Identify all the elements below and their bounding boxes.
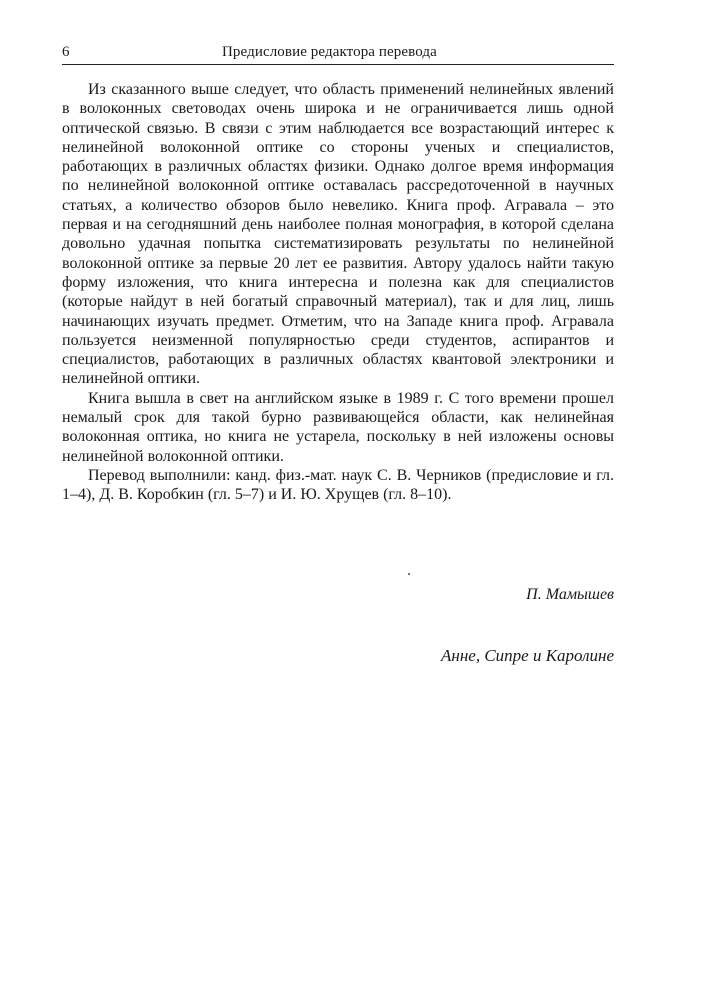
body-text [62, 80, 614, 505]
paragraph-publication: Книга вышла в свет на английском языке в 1989 г. С того времени прошел немалый срок для такой бурно развивающейся области, как нелинейная волоконная оптика, но книга не устарела, поскольку в ней изложены основы нелинейной волоконной оптики. [62, 389, 614, 465]
running-header [62, 42, 614, 65]
editor-signature: П. Мамышев [526, 586, 614, 603]
print-speck [408, 573, 410, 575]
page-number: 6 [62, 44, 70, 60]
running-title: Предисловие редактора перевода [222, 44, 437, 60]
paragraph-translators: Перевод выполнили: канд. физ.-мат. наук С. В. Черников (предисловие и гл. 1–4), Д. В. Коробкин (гл. 5–7) и И. Ю. Хрущев (гл. 8–10). [62, 466, 614, 504]
paragraph-scope: Из сказанного выше следует, что область применений нелинейных явлений в волоконных световодах очень широка и не ограничивается лишь одной оптической связью. В связи с этим наблюдается все возрастающий интерес к нелинейной волоконной оптике со стороны ученых и специалистов, работающих в различных областях физики. Однако долгое время информация по нелинейной волоконной оптике оставалась рассредоточенной в научных статьях, а количество обзоров было невелико. Книга проф. Агравала – это первая и на сегодняшний день наиболее полная монография, в которой сделана довольно удачная попытка систематизировать результаты по нелинейной волоконной оптике за первые 20 лет ее развития. Автору удалось найти такую форму изложения, что книга интересна и полезна как для специалистов (которые найдут в ней богатый справочный материал), так и для лиц, лишь начинающих изучать предмет. Отметим, что на Западе книга проф. Агравала пользуется неизменной популярностью среди студентов, аспирантов и специалистов, работающих в различных областях квантовой электроники и нелинейной оптики. [62, 81, 614, 388]
dedication: Анне, Сипре и Каролине [441, 646, 614, 665]
